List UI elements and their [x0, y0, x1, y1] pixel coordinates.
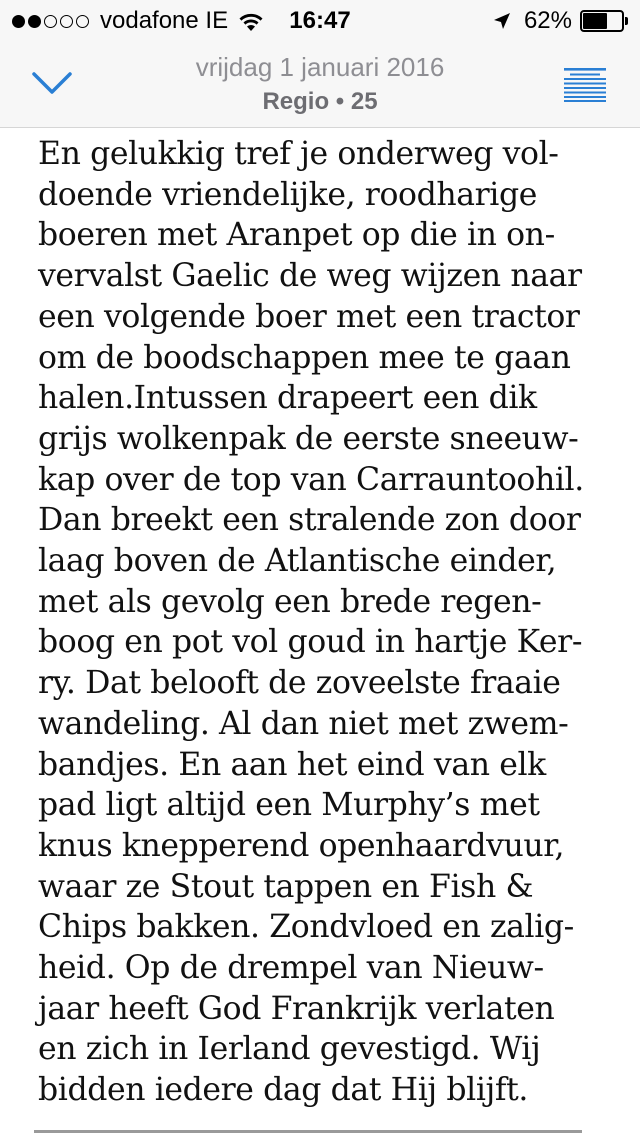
article-text-line: pad ligt altijd een Murphy’s met [38, 787, 540, 824]
location-arrow-icon [492, 11, 512, 31]
battery-percentage: 62% [523, 7, 572, 34]
navigation-bar [0, 40, 640, 128]
article-text-line: wandeling. Al dan niet met zwem- [38, 705, 569, 742]
article-text-line: halen.Intussen drapeert een dik [38, 380, 537, 417]
article-text-line: met als gevolg een brede regen- [38, 583, 542, 620]
article-end-divider [34, 1130, 582, 1133]
article-text-line: bidden iedere dag dat Hij blijft. [38, 1072, 529, 1109]
article-text-line: heid. Op de drempel van Nieuw- [38, 950, 544, 986]
article-text-line: En gelukkig tref je onderweg vol- [38, 136, 559, 172]
carrier-name: vodafone IE [100, 7, 229, 34]
article-text-line: Chips bakken. Zondvloed en zalig- [38, 909, 574, 946]
article-text-line: vervalst Gaelic de weg wijzen naar [38, 258, 582, 295]
article-text-line: en zich in Ierland gevestigd. Wij [38, 1031, 541, 1068]
article-text-line: waar ze Stout tappen en Fish & [38, 868, 534, 905]
article-text-line: ry. Dat belooft de zoveelste fraaie [38, 665, 561, 702]
article-text-line: doende vriendelijke, roodharige [38, 176, 537, 213]
article-text-line: bandjes. En aan het eind van elk [38, 746, 546, 783]
status-time: 16:47 [289, 7, 351, 34]
text-lines-icon[interactable] [562, 66, 608, 102]
page-section: Regio • 25 [262, 88, 378, 115]
edition-date: vrijdag 1 januari 2016 [195, 52, 445, 82]
article-text-line: een volgende boer met een tractor [38, 298, 580, 335]
article-text-line: boeren met Aranpet op die in on- [38, 217, 555, 254]
article-text-line: grijs wolkenpak de eerste sneeuw- [38, 420, 579, 457]
article-text-line: Dan breekt een stralende zon door [38, 502, 581, 539]
status-bar [0, 0, 640, 40]
article-body [0, 128, 640, 1136]
article-text-line: om de boodschappen mee te gaan [38, 339, 571, 376]
chevron-down-icon[interactable] [30, 64, 74, 100]
article-text-line: boog en pot vol goud in hartje Ker- [38, 624, 583, 661]
battery-icon [580, 10, 628, 32]
article-text-line: knus knepperend openhaardvuur, [38, 827, 565, 864]
article-text-line: laag boven de Atlantische einder, [38, 543, 557, 579]
status-right [492, 7, 628, 35]
article-text-line: kap over de top van Carrauntoohil. [38, 461, 584, 498]
article-text-line: jaar heeft God Frankrijk verlaten [38, 990, 555, 1027]
